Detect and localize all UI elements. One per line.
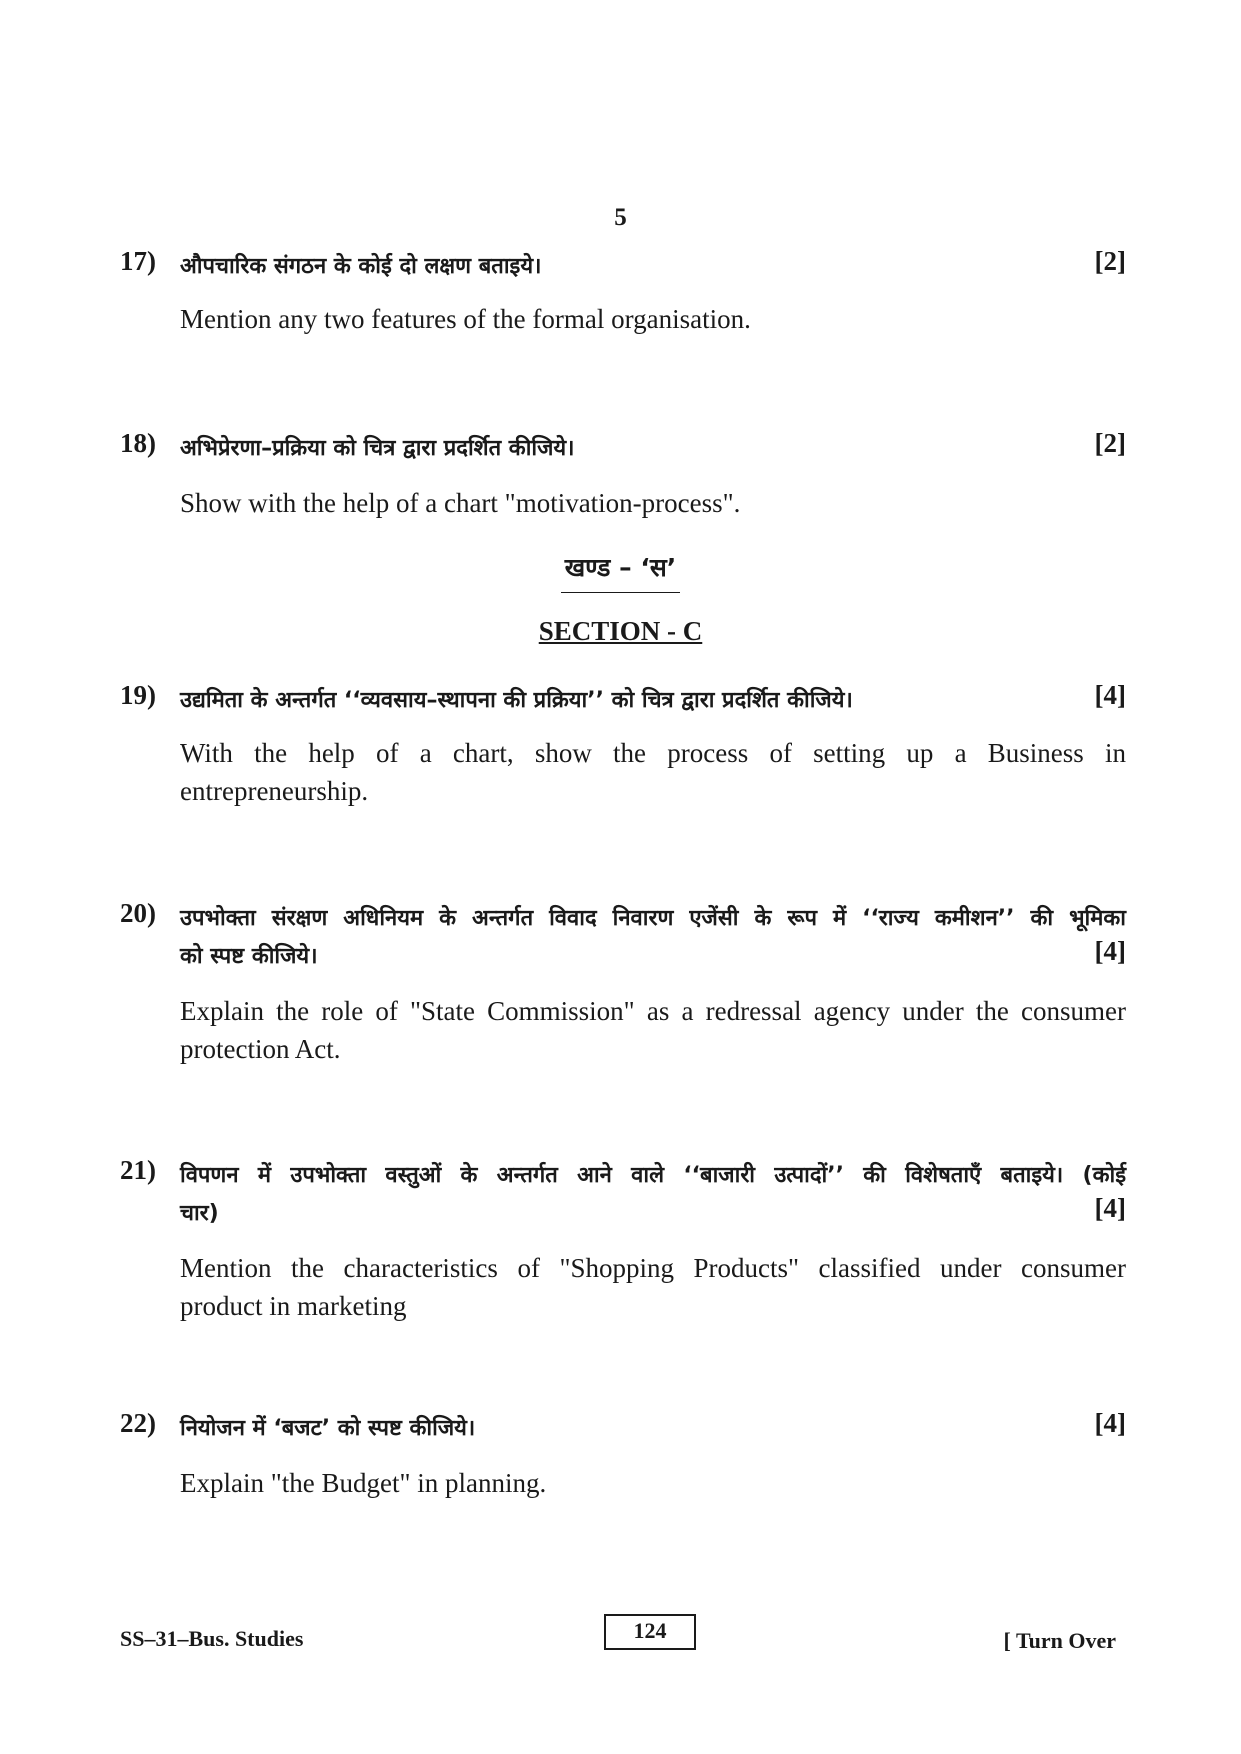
question-english-text: Mention any two features of the formal organisation.	[180, 304, 751, 334]
question-english-text	[180, 1249, 1126, 1325]
english-line-2: entrepreneurship.	[180, 776, 369, 806]
english-line-1: Explain the role of "State Commission" as a redressal agency under the consumer	[180, 996, 1126, 1026]
page-number: 5	[614, 204, 627, 231]
question-number: 22)	[120, 1408, 156, 1438]
question-english-text: Show with the help of a chart "motivation-process".	[180, 488, 741, 518]
question-marks: [4]	[1094, 1193, 1126, 1223]
footer-page-box: 124	[604, 1614, 696, 1650]
footer-paper-code: SS–31–Bus. Studies	[120, 1626, 304, 1651]
question-number: 18)	[120, 428, 156, 458]
section-heading-hindi: खण्ड – ‘स’	[0, 550, 1241, 593]
question-english-text	[180, 734, 1126, 810]
question-number: 21)	[120, 1155, 156, 1185]
hindi-line-1: विपणन में उपभोक्ता वस्तुओं के अन्तर्गत आने वाले ‘‘बाजारी उत्पादों’’ की विशेषताएँ बताइये। (कोई	[180, 1163, 1126, 1188]
question-english-text	[180, 992, 1126, 1068]
hindi-line-2: चार)	[180, 1201, 219, 1226]
question-hindi-text: उद्यमिता के अन्तर्गत ‘‘व्यवसाय–स्थापना की प्रक्रिया’’ को चित्र द्वारा प्रदर्शित कीजिये।	[180, 688, 853, 713]
english-line-1: With the help of a chart, show the process of setting up a Business in	[180, 738, 1126, 768]
question-hindi-text: औपचारिक संगठन के कोई दो लक्षण बताइये।	[180, 254, 542, 279]
english-line-1: Mention the characteristics of "Shopping Products" classified under consumer	[180, 1253, 1126, 1283]
hindi-line-2: को स्पष्ट कीजिये।	[180, 944, 318, 969]
question-marks: [4]	[1094, 936, 1126, 966]
question-marks: [4]	[1094, 680, 1126, 710]
question-hindi-text	[180, 900, 1126, 976]
question-hindi-text: अभिप्रेरणा–प्रक्रिया को चित्र द्वारा प्रदर्शित कीजिये।	[180, 436, 575, 461]
english-line-2: product in marketing	[180, 1291, 407, 1321]
question-marks: [2]	[1094, 428, 1126, 458]
question-english-text: Explain "the Budget" in planning.	[180, 1468, 547, 1498]
question-number: 17)	[120, 246, 156, 276]
question-marks: [4]	[1094, 1408, 1126, 1438]
question-marks: [2]	[1094, 246, 1126, 276]
question-hindi-text	[180, 1157, 1126, 1233]
question-hindi-text: नियोजन में ‘बजट’ को स्पष्ट कीजिये।	[180, 1416, 476, 1441]
question-number: 20)	[120, 898, 156, 928]
section-heading-english: SECTION - C	[538, 616, 703, 646]
english-line-2: protection Act.	[180, 1034, 341, 1064]
footer-turn-over: [ Turn Over	[1003, 1628, 1116, 1653]
hindi-line-1: उपभोक्ता संरक्षण अधिनियम के अन्तर्गत विवाद निवारण एजेंसी के रूप में ‘‘राज्य कमीशन’’ की भूमिका	[180, 906, 1126, 931]
question-number: 19)	[120, 680, 156, 710]
